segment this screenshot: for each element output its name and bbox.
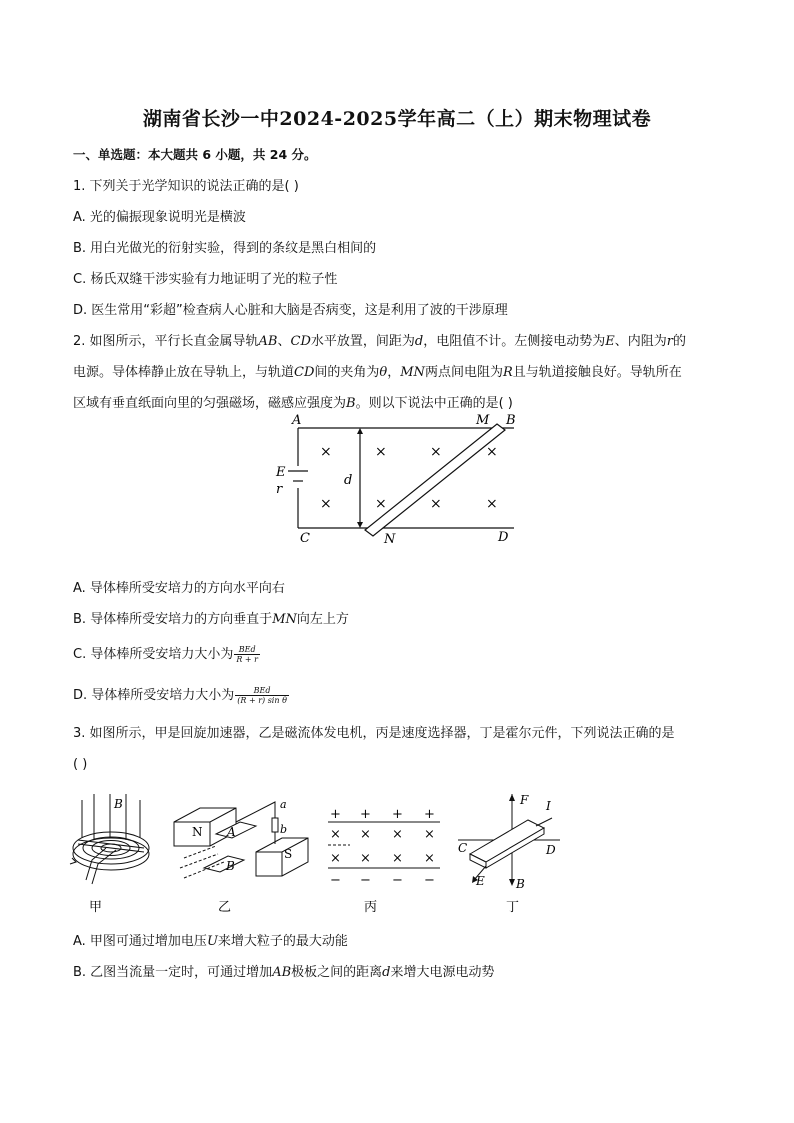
q2-option-b: B. 导体棒所受安培力的方向垂直于MN向左上方 xyxy=(73,612,349,627)
fig4-label-D: D xyxy=(546,843,556,857)
q3-option-b: B. 乙图当流量一定时，可通过增加AB极板之间的距离d来增大电源电动势 xyxy=(73,965,495,980)
times-sign: × xyxy=(360,851,371,866)
fig1-label-B: B xyxy=(114,797,123,811)
q2-option-a: A. 导体棒所受安培力的方向水平向右 xyxy=(73,581,285,596)
minus-sign: − xyxy=(392,873,403,888)
label-r: r xyxy=(276,482,283,497)
times-sign: × xyxy=(330,827,341,842)
minus-sign: − xyxy=(424,873,435,888)
mhd-generator-figure xyxy=(174,802,308,878)
times-sign: × xyxy=(360,827,371,842)
q2-option-c: C. 导体棒所受安培力大小为 $\frac{\text{BEd}}{R + r}$ xyxy=(73,645,258,664)
label-N: N xyxy=(384,532,396,547)
field-cross: × xyxy=(430,444,442,460)
question-2-stem-line1: 2. 如图所示，平行长直金属导轨AB、CD水平放置，间距为d，电阻值不计。左侧接电动势为E、内阻为r的 xyxy=(73,334,686,349)
plus-sign: + xyxy=(392,807,403,822)
fig2-label-a: a xyxy=(280,798,287,811)
fraction: $\frac{\text{BEd}}{\text{(R + r) sin θ}}$ xyxy=(237,686,287,705)
hall-element-figure xyxy=(458,794,560,884)
rail-circuit-diagram xyxy=(270,414,530,548)
fig2-label-B: B xyxy=(226,859,235,873)
label-M: M xyxy=(476,414,490,428)
question-3-stem-line2: ( ) xyxy=(73,757,88,772)
q1-option-c: C. 杨氏双缝干涉实验有力地证明了光的粒子性 xyxy=(73,272,338,287)
fig2-label-S: S xyxy=(284,847,293,861)
q1-option-a: A. 光的偏振现象说明光是横波 xyxy=(73,210,246,225)
question-2-stem-line3: 区域有垂直纸面向里的匀强磁场，磁感应强度为B。则以下说法中正确的是( ) xyxy=(73,396,513,411)
field-cross: × xyxy=(430,496,442,512)
minus-sign: − xyxy=(360,873,371,888)
label-E: E xyxy=(276,465,286,480)
field-cross: × xyxy=(375,444,387,460)
section-heading: 一、单选题：本大题共 6 小题，共 24 分。 xyxy=(73,147,317,162)
label-B: B xyxy=(506,414,516,428)
figure-label-ding: 丁 xyxy=(506,900,520,915)
times-sign: × xyxy=(330,851,341,866)
q1-option-d: D. 医生常用“彩超”检查病人心脏和大脑是否病变，这是利用了波的干涉原理 xyxy=(73,303,508,318)
plus-sign: + xyxy=(360,807,371,822)
field-cross: × xyxy=(320,444,332,460)
label-C: C xyxy=(300,531,310,546)
fig2-label-A: A xyxy=(227,825,236,839)
figure-label-yi: 乙 xyxy=(218,900,232,915)
times-sign: × xyxy=(424,827,435,842)
fraction: $\frac{\text{BEd}}{R + r}$ xyxy=(236,645,258,664)
times-sign: × xyxy=(392,827,403,842)
page-title: 湖南省长沙一中2024-2025学年高二（上）期末物理试卷 xyxy=(142,108,652,130)
q1-option-b: B. 用白光做光的衍射实验，得到的条纹是黑白相间的 xyxy=(73,241,377,256)
label-A: A xyxy=(292,414,302,428)
plus-sign: + xyxy=(330,807,341,822)
field-cross: × xyxy=(486,444,498,460)
q3-option-a: A. 甲图可通过增加电压U来增大粒子的最大动能 xyxy=(73,934,348,949)
fig4-label-C: C xyxy=(458,841,468,855)
figure-label-jia: 甲 xyxy=(89,900,103,915)
q3-figures xyxy=(66,788,576,920)
figure-label-bing: 丙 xyxy=(364,900,378,915)
question-3-stem-line1: 3. 如图所示，甲是回旋加速器，乙是磁流体发电机，丙是速度选择器，丁是霍尔元件，下列说法正确的是 xyxy=(73,726,675,741)
fig4-label-E: E xyxy=(476,874,485,888)
cyclotron-figure xyxy=(70,794,149,884)
times-sign: × xyxy=(424,851,435,866)
fig4-label-I: I xyxy=(546,799,551,813)
fig2-label-N: N xyxy=(192,825,203,839)
fig4-label-F: F xyxy=(520,793,529,807)
fig2-label-b: b xyxy=(280,823,288,836)
q2-option-d: D. 导体棒所受安培力大小为 $\frac{\text{BEd}}{\text{(R + r) sin θ}}$ xyxy=(73,686,287,705)
label-d: d xyxy=(344,473,353,488)
field-cross: × xyxy=(486,496,498,512)
question-1-stem: 1. 下列关于光学知识的说法正确的是( ) xyxy=(73,179,299,194)
minus-sign: − xyxy=(330,873,341,888)
label-D: D xyxy=(498,530,509,545)
plus-sign: + xyxy=(424,807,435,822)
fig4-label-B: B xyxy=(516,877,525,891)
field-cross: × xyxy=(320,496,332,512)
question-2-stem-line2: 电源。导体棒静止放在导轨上，与轨道CD间的夹角为θ，MN两点间电阻为R且与轨道接触良好。导轨所在 xyxy=(73,365,682,380)
field-cross: × xyxy=(375,496,387,512)
times-sign: × xyxy=(392,851,403,866)
